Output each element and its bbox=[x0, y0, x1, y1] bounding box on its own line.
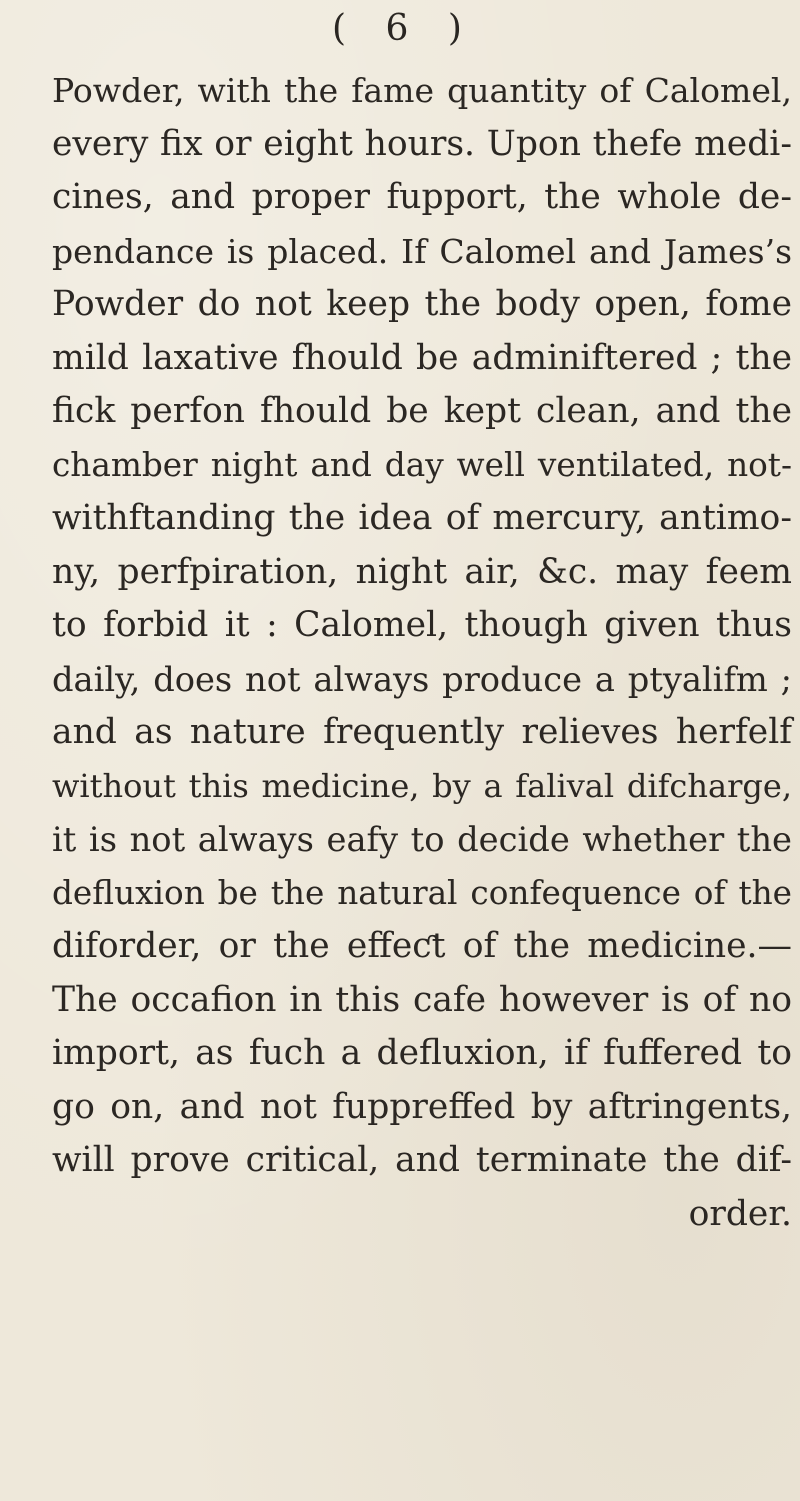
text-line: every fix or eight hours. Upon thefe medi- bbox=[52, 123, 792, 164]
text-line: cines, and proper fupport, the whole de- bbox=[52, 177, 792, 217]
text-line: and as nature frequently relieves herfelf bbox=[52, 712, 792, 752]
text-line: The occafion in this cafe however is of no bbox=[52, 979, 792, 1020]
text-line: Powder do not keep the body open, fome bbox=[52, 284, 792, 324]
text-line: ny, perfpiration, night air, &c. may feem bbox=[52, 551, 792, 592]
text-line: to forbid it : Calomel, though given thus bbox=[52, 605, 792, 645]
page-number: ( 6 ) bbox=[332, 8, 476, 49]
text-line: will prove critical, and terminate the dif- bbox=[52, 1140, 792, 1180]
text-line: pendance is placed. If Calomel and James’s bbox=[52, 231, 792, 271]
text-line: mild laxative fhould be adminiftered ; the bbox=[52, 337, 792, 378]
text-line: go on, and not fuppreffed by aftringents, bbox=[52, 1086, 792, 1127]
text-line: chamber night and day well ventilated, not- bbox=[52, 445, 792, 484]
text-line-catchword: order. bbox=[688, 1193, 792, 1234]
text-line: Powder, with the fame quantity of Calomel, bbox=[52, 71, 792, 110]
text-line: fick perfon fhould be kept clean, and the bbox=[52, 391, 792, 431]
text-line: it is not always eafy to decide whether the bbox=[52, 820, 792, 859]
text-line: without this medicine, by a falival difcharge, bbox=[52, 766, 792, 805]
body-text bbox=[52, 64, 792, 1241]
text-line: diforder, or the effeƈt of the medicine.— bbox=[52, 926, 792, 966]
text-line: daily, does not always produce a ptyalifm ; bbox=[52, 659, 792, 699]
text-line: defluxion be the natural confequence of the bbox=[52, 873, 792, 912]
text-line: import, as fuch a defluxion, if fuffered to bbox=[52, 1033, 792, 1073]
text-line: withftanding the idea of mercury, antimo- bbox=[52, 498, 792, 538]
